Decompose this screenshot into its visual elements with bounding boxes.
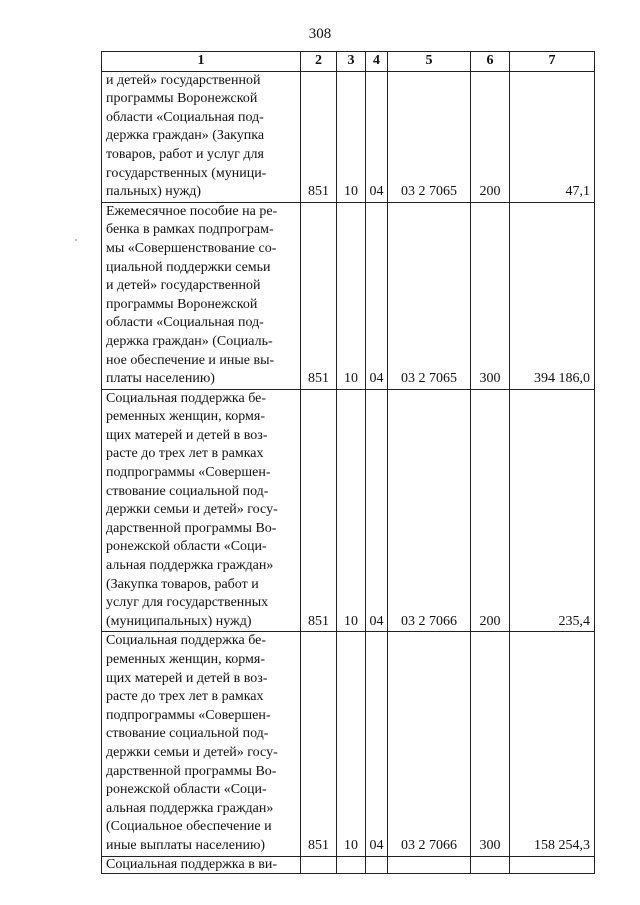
table-row (102, 389, 595, 632)
expense-type-cell: 300 (471, 632, 510, 856)
section-code-cell: 10 (337, 632, 366, 856)
row-description (102, 202, 301, 389)
table-header-row (102, 52, 595, 72)
description-line: ронежской области «Соци- (106, 539, 267, 555)
ministry-code-cell: 851 (301, 202, 337, 389)
row-description: Социальная поддержка в ви- (102, 856, 301, 873)
empty-cell (510, 856, 595, 873)
margin-dot (75, 239, 77, 241)
ministry-code-cell: 851 (301, 389, 337, 632)
column-header: 7 (510, 52, 595, 72)
description-line: дарственной программы Во- (106, 520, 277, 536)
description-line: ронежской области «Соци- (106, 782, 267, 798)
description-line: ствование социальной под- (106, 483, 269, 499)
row-description (102, 389, 301, 632)
description-line: иные выплаты населению) (106, 837, 266, 853)
section-code-cell: 10 (337, 389, 366, 632)
column-header: 2 (301, 52, 337, 72)
ministry-code-cell: 851 (301, 71, 337, 202)
description-line: щих матерей и детей в воз- (106, 427, 268, 443)
description-line: держки семьи и детей» госу- (106, 502, 278, 518)
row-description (102, 71, 301, 202)
table-row (102, 632, 595, 856)
empty-cell (301, 856, 337, 873)
table-row (102, 202, 595, 389)
empty-cell (388, 856, 471, 873)
table-row-partial (102, 856, 595, 873)
description-line: альная поддержка граждан» (106, 800, 274, 816)
row-description (102, 632, 301, 856)
empty-cell (337, 856, 366, 873)
description-line: ное обеспечение и иные вы- (106, 352, 275, 368)
section-code-cell: 10 (337, 202, 366, 389)
expense-type-cell: 200 (471, 71, 510, 202)
description-line: подпрограммы «Совершен- (106, 465, 271, 481)
description-line: щих матерей и детей в воз- (106, 670, 268, 686)
description-line: программы Воронежской (106, 296, 258, 312)
description-line: держка граждан» (Социаль- (106, 333, 273, 349)
subsection-code-cell: 04 (366, 71, 388, 202)
target-code-cell: 03 2 7065 (388, 202, 471, 389)
description-line: платы населению) (106, 371, 215, 387)
description-line: (муниципальных) нужд) (106, 613, 252, 629)
amount-cell: 158 254,3 (510, 632, 595, 856)
description-line: программы Воронежской (106, 91, 258, 107)
empty-cell (471, 856, 510, 873)
expense-type-cell: 300 (471, 202, 510, 389)
empty-cell (366, 856, 388, 873)
description-line: Социальная поддержка бе- (106, 633, 267, 649)
description-line: государственных (муници- (106, 165, 267, 181)
description-line: циальной поддержки семьи (106, 259, 271, 275)
description-line: (Социальное обеспечение и (106, 819, 272, 835)
description-line: расте до трех лет в рамках (106, 689, 264, 705)
target-code-cell: 03 2 7066 (388, 632, 471, 856)
target-code-cell: 03 2 7066 (388, 389, 471, 632)
column-header: 6 (471, 52, 510, 72)
column-header: 1 (102, 52, 301, 72)
target-code-cell: 03 2 7065 (388, 71, 471, 202)
description-line: (Закупка товаров, работ и (106, 576, 259, 592)
subsection-code-cell: 04 (366, 389, 388, 632)
description-line: и детей» государственной (106, 278, 261, 294)
description-line: мы «Совершенствование со- (106, 240, 277, 256)
column-header: 3 (337, 52, 366, 72)
amount-cell: 235,4 (510, 389, 595, 632)
description-line: Социальная поддержка бе- (106, 390, 267, 406)
column-header: 5 (388, 52, 471, 72)
description-line: альная поддержка граждан» (106, 558, 274, 574)
section-code-cell: 10 (337, 71, 366, 202)
description-line: области «Социальная под- (106, 109, 264, 125)
description-line: ременных женщин, кормя- (106, 409, 265, 425)
table-row (102, 71, 595, 202)
description-line: ствование социальной под- (106, 726, 269, 742)
ministry-code-cell: 851 (301, 632, 337, 856)
description-line: товаров, работ и услуг для (106, 146, 264, 162)
description-line: бенка в рамках подпрограм- (106, 222, 274, 238)
subsection-code-cell: 04 (366, 632, 388, 856)
description-line: держки семьи и детей» госу- (106, 744, 278, 760)
description-line: подпрограммы «Совершен- (106, 707, 271, 723)
amount-cell: 47,1 (510, 71, 595, 202)
budget-table (101, 51, 595, 874)
description-line: держка граждан» (Закупка (106, 128, 265, 144)
description-line: пальных) нужд) (106, 184, 202, 200)
description-line: ременных женщин, кормя- (106, 652, 265, 667)
description-line: области «Социальная под- (106, 315, 264, 331)
expense-type-cell: 200 (471, 389, 510, 632)
description-line: расте до трех лет в рамках (106, 446, 264, 462)
description-line: Ежемесячное пособие на ре- (106, 203, 278, 219)
description-line: и детей» государственной (106, 72, 261, 88)
column-header: 4 (366, 52, 388, 72)
amount-cell: 394 186,0 (510, 202, 595, 389)
description-line: услуг для государственных (106, 595, 269, 611)
description-line: дарственной программы Во- (106, 763, 277, 779)
subsection-code-cell: 04 (366, 202, 388, 389)
page-number: 308 (308, 26, 332, 42)
